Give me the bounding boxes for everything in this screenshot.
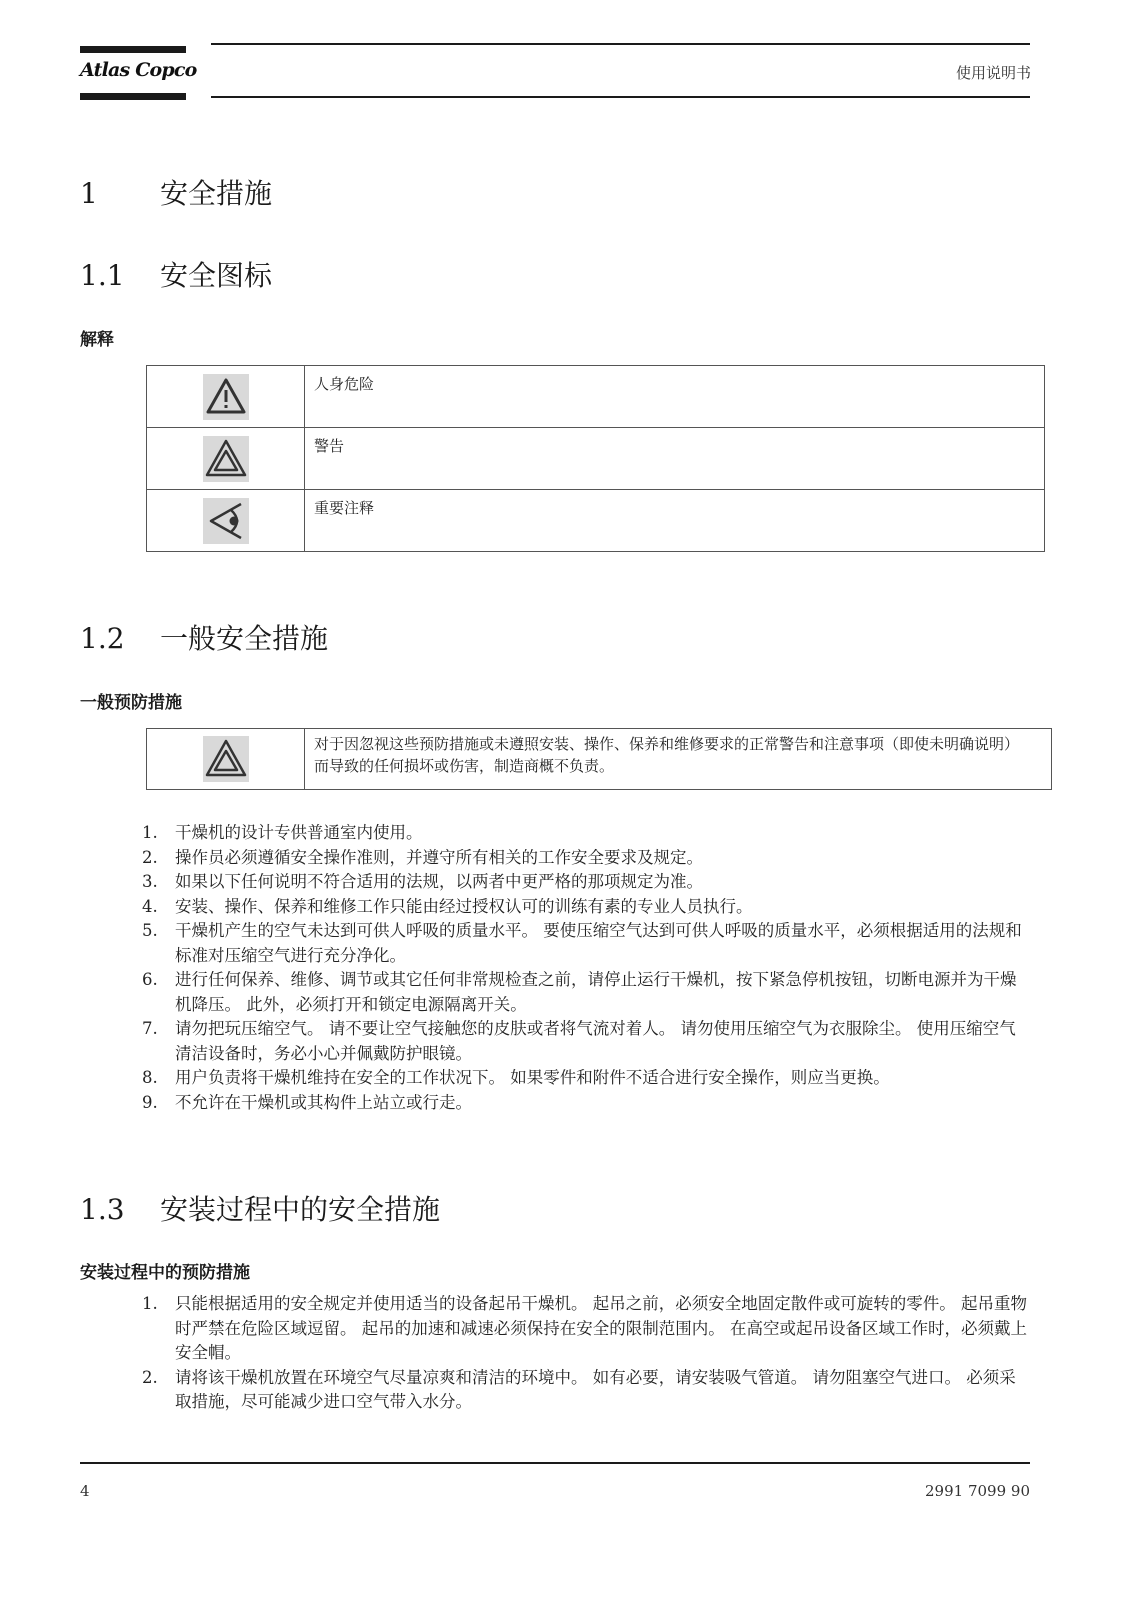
general-precautions-list (142, 821, 1032, 1115)
notice-text: 对于因忽视这些预防措施或未遵照安装、操作、保养和维修要求的正常警告和注意事项（即使未明确说明）而导致的任何损坏或伤害，制造商概不负责。 (305, 729, 1052, 790)
section-1-3-heading (80, 1188, 440, 1228)
item-number: 5. (142, 921, 158, 940)
list-item (142, 919, 1032, 968)
list-item (142, 895, 1032, 920)
subheading-general-precautions: 一般预防措施 (80, 693, 182, 713)
logo-bar-bottom (80, 93, 186, 100)
logo-bar-top (80, 46, 186, 53)
section-title: 一般安全措施 (160, 622, 329, 655)
document-number: 2991 7099 90 (925, 1482, 1030, 1500)
item-number: 6. (142, 970, 158, 989)
item-text: 干燥机的设计专供普通室内使用。 (175, 823, 423, 842)
icon-cell (147, 490, 305, 552)
subheading-installation-precautions: 安装过程中的预防措施 (80, 1263, 250, 1283)
item-text: 用户负责将干燥机维持在安全的工作状况下。 如果零件和附件不适合进行安全操作，则应当更换。 (175, 1068, 890, 1087)
notice-table (146, 728, 1052, 790)
icon-cell (147, 729, 305, 790)
list-item (142, 968, 1032, 1017)
list-item (142, 821, 1032, 846)
symbol-meaning: 人身危险 (305, 366, 1045, 428)
item-text: 安装、操作、保养和维修工作只能由经过授权认可的训练有素的专业人员执行。 (175, 896, 753, 916)
section-title: 安全图标 (160, 259, 273, 292)
header-rule-top (211, 43, 1030, 45)
section-1-heading (80, 172, 272, 212)
icon-cell (147, 366, 305, 428)
doc-title: 使用说明书 (955, 64, 1031, 82)
item-number: 7. (142, 1019, 158, 1038)
item-text: 请勿把玩压缩空气。 请不要让空气接触您的皮肤或者将气流对着人。 请勿使用压缩空气为衣服除尘。 使用压缩空气清洁设备时，务必小心并佩戴防护眼镜。 (175, 1019, 1016, 1063)
section-number: 1.3 (80, 1193, 125, 1226)
list-item (142, 1292, 1032, 1366)
section-number: 1 (80, 177, 98, 210)
subheading-explanation: 解释 (80, 330, 114, 350)
list-item (142, 846, 1032, 871)
section-number: 1.2 (80, 622, 125, 655)
symbol-meaning: 警告 (305, 428, 1045, 490)
table-row (147, 366, 1045, 428)
footer-rule (80, 1462, 1030, 1464)
item-text: 操作员必须遵循安全操作准则，并遵守所有相关的工作安全要求及规定。 (175, 847, 703, 867)
item-number: 1. (142, 823, 158, 842)
item-number: 3. (142, 872, 158, 891)
atlas-copco-logo (80, 46, 197, 100)
table-row (147, 428, 1045, 490)
symbol-meaning: 重要注释 (305, 490, 1045, 552)
item-number: 2. (142, 847, 158, 867)
eye-note-icon (147, 498, 304, 544)
item-number: 1. (142, 1294, 158, 1313)
section-title: 安装过程中的安全措施 (160, 1193, 441, 1226)
list-item (142, 1066, 1032, 1091)
exclamation-triangle-icon (147, 374, 304, 420)
list-item (142, 1017, 1032, 1066)
list-item (142, 1366, 1032, 1415)
section-1-2-heading (80, 617, 328, 657)
page-number: 4 (80, 1482, 90, 1500)
section-number: 1.1 (80, 259, 125, 292)
double-triangle-warning-icon (147, 736, 304, 782)
item-text: 进行任何保养、维修、调节或其它任何非常规检查之前，请停止运行干燥机，按下紧急停机按钮，切断电源并为干燥机降压。 此外，必须打开和锁定电源隔离开关。 (175, 970, 1017, 1014)
table-row (147, 729, 1052, 790)
section-title: 安全措施 (160, 177, 273, 210)
icon-cell (147, 428, 305, 490)
table-row (147, 490, 1045, 552)
item-text: 干燥机产生的空气未达到可供人呼吸的质量水平。 要使压缩空气达到可供人呼吸的质量水平，必须根据适用的法规和标准对压缩空气进行充分净化。 (175, 921, 1022, 965)
safety-symbols-table (146, 365, 1045, 552)
header-rule-bottom (211, 96, 1030, 98)
item-text: 只能根据适用的安全规定并使用适当的设备起吊干燥机。 起吊之前，必须安全地固定散件或可旋转的零件。 起吊重物时严禁在危险区域逗留。 起吊的加速和减速必须保持在安全的限制范围内。 在高空或起吊设备区域工作时，必须戴上安全帽。 (175, 1294, 1027, 1362)
item-text: 不允许在干燥机或其构件上站立或行走。 (175, 1092, 472, 1112)
section-1-1-heading (80, 254, 272, 294)
installation-precautions-list (142, 1292, 1032, 1415)
item-number: 2. (142, 1367, 158, 1387)
item-text: 请将该干燥机放置在环境空气尽量凉爽和清洁的环境中。 如有必要，请安装吸气管道。 请勿阻塞空气进口。 必须采取措施，尽可能减少进口空气带入水分。 (175, 1367, 1016, 1411)
logo-text: Atlas Copco (80, 59, 197, 81)
item-number: 4. (142, 896, 158, 916)
item-text: 如果以下任何说明不符合适用的法规，以两者中更严格的那项规定为准。 (175, 872, 703, 891)
item-number: 9. (142, 1092, 158, 1112)
list-item (142, 870, 1032, 895)
list-item (142, 1091, 1032, 1116)
item-number: 8. (142, 1068, 158, 1087)
double-triangle-warning-icon (147, 436, 304, 482)
